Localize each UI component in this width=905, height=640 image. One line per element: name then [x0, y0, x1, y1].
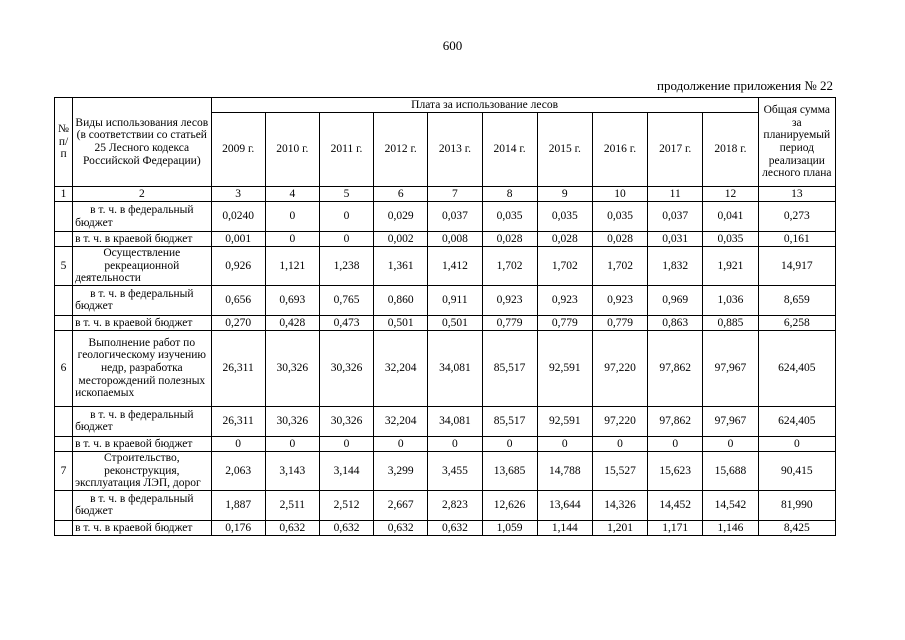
year-value-cell: 0	[319, 232, 373, 247]
row-number	[55, 406, 73, 436]
row-usage-type: в т. ч. в федеральный бюджет	[73, 406, 212, 436]
year-value-cell: 0,270	[211, 315, 265, 330]
column-index: 7	[428, 187, 482, 202]
year-value-cell: 0,035	[482, 202, 537, 232]
year-value-cell: 1,412	[428, 247, 482, 286]
year-value-cell: 0,860	[374, 285, 428, 315]
table-row	[55, 285, 836, 315]
year-value-cell: 3,144	[319, 451, 373, 490]
year-value-cell: 0,428	[265, 315, 319, 330]
total-value-cell: 0,161	[758, 232, 835, 247]
row-usage-type: в т. ч. в краевой бюджет	[73, 315, 212, 330]
row-number	[55, 490, 73, 520]
year-value-cell: 85,517	[482, 406, 537, 436]
year-value-cell: 0,037	[648, 202, 703, 232]
year-value-cell: 0	[537, 436, 592, 451]
year-value-cell: 92,591	[537, 330, 592, 406]
table-row	[55, 232, 836, 247]
year-value-cell: 0,863	[648, 315, 703, 330]
year-value-cell: 0,765	[319, 285, 373, 315]
year-value-cell: 26,311	[211, 330, 265, 406]
row-usage-type: в т. ч. в краевой бюджет	[73, 436, 212, 451]
year-value-cell: 0,0240	[211, 202, 265, 232]
year-value-cell: 0,501	[374, 315, 428, 330]
year-value-cell: 97,862	[648, 330, 703, 406]
year-value-cell: 0	[703, 436, 758, 451]
row-number	[55, 436, 73, 451]
total-value-cell: 0	[758, 436, 835, 451]
year-value-cell: 97,220	[592, 406, 647, 436]
total-value-cell: 14,917	[758, 247, 835, 286]
total-value-cell: 0,273	[758, 202, 835, 232]
total-value-cell: 624,405	[758, 330, 835, 406]
year-value-cell: 0,028	[482, 232, 537, 247]
year-value-cell: 0,008	[428, 232, 482, 247]
year-value-cell: 0,779	[482, 315, 537, 330]
year-value-cell: 0,632	[265, 520, 319, 535]
row-usage-type: в т. ч. в федеральный бюджет	[73, 490, 212, 520]
year-value-cell: 2,823	[428, 490, 482, 520]
table-row	[55, 490, 836, 520]
year-value-cell: 92,591	[537, 406, 592, 436]
year-value-cell: 3,299	[374, 451, 428, 490]
year-value-cell: 30,326	[319, 406, 373, 436]
year-value-cell: 0,029	[374, 202, 428, 232]
year-value-cell: 97,862	[648, 406, 703, 436]
year-value-cell: 1,702	[537, 247, 592, 286]
year-value-cell: 3,143	[265, 451, 319, 490]
year-value-cell: 0	[648, 436, 703, 451]
total-value-cell: 90,415	[758, 451, 835, 490]
row-usage-type: в т. ч. в краевой бюджет	[73, 520, 212, 535]
year-value-cell: 0,656	[211, 285, 265, 315]
year-value-cell: 0,031	[648, 232, 703, 247]
row-number	[55, 232, 73, 247]
total-value-cell: 81,990	[758, 490, 835, 520]
year-value-cell: 30,326	[265, 406, 319, 436]
row-number: 6	[55, 330, 73, 406]
year-value-cell: 0,035	[537, 202, 592, 232]
year-value-cell: 1,832	[648, 247, 703, 286]
year-value-cell: 2,511	[265, 490, 319, 520]
year-value-cell: 0,923	[482, 285, 537, 315]
year-value-cell: 13,685	[482, 451, 537, 490]
table-row	[55, 406, 836, 436]
year-value-cell: 14,326	[592, 490, 647, 520]
column-index: 10	[592, 187, 647, 202]
table-row	[55, 315, 836, 330]
year-value-cell: 1,702	[592, 247, 647, 286]
table-row	[55, 247, 836, 286]
header-year: 2015 г.	[537, 113, 592, 187]
year-value-cell: 0,923	[537, 285, 592, 315]
column-index: 2	[73, 187, 212, 202]
page-number: 600	[442, 38, 463, 53]
forest-payment-table	[54, 97, 836, 536]
year-value-cell: 26,311	[211, 406, 265, 436]
table-row	[55, 520, 836, 535]
year-value-cell: 0,885	[703, 315, 758, 330]
year-value-cell: 0	[265, 436, 319, 451]
year-value-cell: 0	[319, 202, 373, 232]
row-usage-type: в т. ч. в федеральный бюджет	[73, 285, 212, 315]
year-value-cell: 0,926	[211, 247, 265, 286]
table-row	[55, 202, 836, 232]
row-usage-type: Осуществление рекреационной деятельности	[73, 247, 212, 286]
column-index: 6	[374, 187, 428, 202]
year-value-cell: 2,512	[319, 490, 373, 520]
column-index: 3	[211, 187, 265, 202]
year-value-cell: 0,911	[428, 285, 482, 315]
year-value-cell: 1,059	[482, 520, 537, 535]
year-value-cell: 30,326	[319, 330, 373, 406]
column-index-row	[55, 187, 836, 202]
year-value-cell: 0	[428, 436, 482, 451]
column-index: 13	[758, 187, 835, 202]
year-value-cell: 0,693	[265, 285, 319, 315]
year-value-cell: 0	[592, 436, 647, 451]
year-value-cell: 13,644	[537, 490, 592, 520]
total-value-cell: 6,258	[758, 315, 835, 330]
year-value-cell: 0,969	[648, 285, 703, 315]
header-year: 2017 г.	[648, 113, 703, 187]
year-value-cell: 15,623	[648, 451, 703, 490]
year-value-cell: 0,923	[592, 285, 647, 315]
header-total: Общая сумма за планируемый период реализации лесного плана	[758, 98, 835, 187]
year-value-cell: 0,035	[592, 202, 647, 232]
header-usage-type: Виды использования лесов (в соответствии со статьей 25 Лесного кодекса Российской Федерации)	[73, 98, 212, 187]
row-number: 7	[55, 451, 73, 490]
year-value-cell: 14,452	[648, 490, 703, 520]
year-value-cell: 1,238	[319, 247, 373, 286]
year-value-cell: 85,517	[482, 330, 537, 406]
row-usage-type: Выполнение работ по геологическому изучению недр, разработка месторождений полезных ископаемых	[73, 330, 212, 406]
year-value-cell: 34,081	[428, 406, 482, 436]
year-value-cell: 1,361	[374, 247, 428, 286]
header-year: 2010 г.	[265, 113, 319, 187]
year-value-cell: 0,028	[592, 232, 647, 247]
year-value-cell: 0,632	[374, 520, 428, 535]
row-number	[55, 315, 73, 330]
row-usage-type: в т. ч. в краевой бюджет	[73, 232, 212, 247]
year-value-cell: 0,028	[537, 232, 592, 247]
year-value-cell: 30,326	[265, 330, 319, 406]
header-num: № п/п	[55, 98, 73, 187]
row-number	[55, 285, 73, 315]
header-year: 2014 г.	[482, 113, 537, 187]
header-year: 2011 г.	[319, 113, 373, 187]
header-row-1	[55, 98, 836, 113]
year-value-cell: 0,779	[592, 315, 647, 330]
row-number	[55, 520, 73, 535]
year-value-cell: 0,176	[211, 520, 265, 535]
column-index: 5	[319, 187, 373, 202]
year-value-cell: 0	[211, 436, 265, 451]
header-year: 2012 г.	[374, 113, 428, 187]
year-value-cell: 1,921	[703, 247, 758, 286]
year-value-cell: 0	[265, 202, 319, 232]
year-value-cell: 1,887	[211, 490, 265, 520]
year-value-cell: 0,035	[703, 232, 758, 247]
column-index: 9	[537, 187, 592, 202]
year-value-cell: 34,081	[428, 330, 482, 406]
year-value-cell: 0,632	[428, 520, 482, 535]
row-usage-type: Строительство, реконструкция, эксплуатация ЛЭП, дорог	[73, 451, 212, 490]
header-year: 2016 г.	[592, 113, 647, 187]
year-value-cell: 1,201	[592, 520, 647, 535]
year-value-cell: 0,779	[537, 315, 592, 330]
column-index: 12	[703, 187, 758, 202]
year-value-cell: 2,063	[211, 451, 265, 490]
column-index: 4	[265, 187, 319, 202]
year-value-cell: 0,041	[703, 202, 758, 232]
header-year: 2018 г.	[703, 113, 758, 187]
year-value-cell: 97,967	[703, 406, 758, 436]
appendix-continuation-note: продолжение приложения № 22	[657, 78, 833, 93]
year-value-cell: 97,967	[703, 330, 758, 406]
total-value-cell: 8,659	[758, 285, 835, 315]
column-index: 11	[648, 187, 703, 202]
year-value-cell: 2,667	[374, 490, 428, 520]
year-value-cell: 0	[482, 436, 537, 451]
total-value-cell: 624,405	[758, 406, 835, 436]
year-value-cell: 1,171	[648, 520, 703, 535]
year-value-cell: 14,788	[537, 451, 592, 490]
year-value-cell: 0,001	[211, 232, 265, 247]
year-value-cell: 32,204	[374, 330, 428, 406]
year-value-cell: 0,037	[428, 202, 482, 232]
year-value-cell: 0,002	[374, 232, 428, 247]
year-value-cell: 15,688	[703, 451, 758, 490]
year-value-cell: 14,542	[703, 490, 758, 520]
total-value-cell: 8,425	[758, 520, 835, 535]
year-value-cell: 0	[265, 232, 319, 247]
year-value-cell: 0,473	[319, 315, 373, 330]
year-value-cell: 0,632	[319, 520, 373, 535]
table-row	[55, 330, 836, 406]
row-number	[55, 202, 73, 232]
table-row	[55, 451, 836, 490]
year-value-cell: 1,121	[265, 247, 319, 286]
year-value-cell: 32,204	[374, 406, 428, 436]
header-year: 2013 г.	[428, 113, 482, 187]
column-index: 1	[55, 187, 73, 202]
year-value-cell: 1,036	[703, 285, 758, 315]
header-year: 2009 г.	[211, 113, 265, 187]
column-index: 8	[482, 187, 537, 202]
year-value-cell: 12,626	[482, 490, 537, 520]
year-value-cell: 1,144	[537, 520, 592, 535]
header-payment-group: Плата за использование лесов	[211, 98, 758, 113]
year-value-cell: 15,527	[592, 451, 647, 490]
year-value-cell: 1,702	[482, 247, 537, 286]
year-value-cell: 1,146	[703, 520, 758, 535]
year-value-cell: 97,220	[592, 330, 647, 406]
row-number: 5	[55, 247, 73, 286]
year-value-cell: 3,455	[428, 451, 482, 490]
year-value-cell: 0,501	[428, 315, 482, 330]
row-usage-type: в т. ч. в федеральный бюджет	[73, 202, 212, 232]
year-value-cell: 0	[319, 436, 373, 451]
year-value-cell: 0	[374, 436, 428, 451]
table-row	[55, 436, 836, 451]
